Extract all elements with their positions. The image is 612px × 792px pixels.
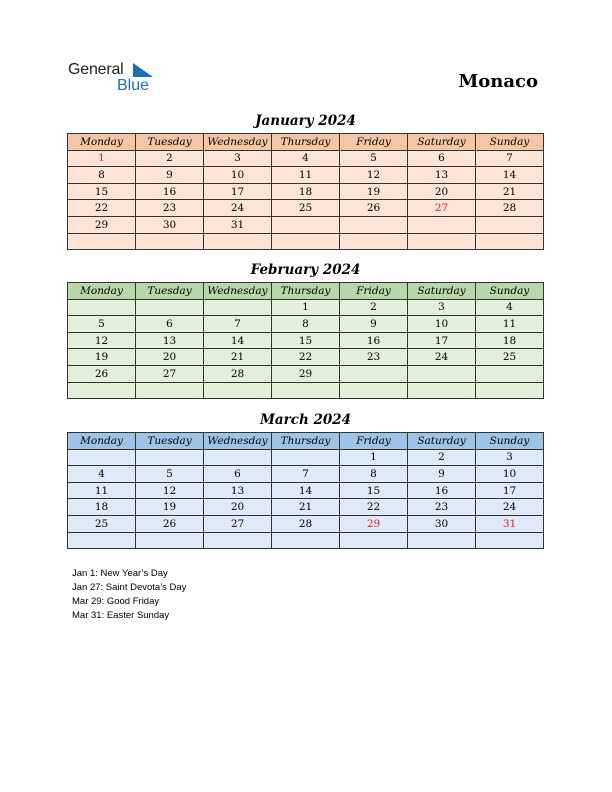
day-cell: 17 [476,482,544,499]
day-cell: 11 [476,316,544,333]
calendar-march [67,432,544,549]
day-cell: 27 [408,200,476,217]
weekday-header: Monday [68,433,136,450]
day-cell: 25 [272,200,340,217]
weekday-header: Saturday [408,134,476,151]
day-cell [272,216,340,233]
day-cell: 16 [408,482,476,499]
week-row [68,183,544,200]
day-cell: 19 [340,183,408,200]
day-cell [340,216,408,233]
day-cell: 24 [476,499,544,516]
holiday-item: Jan 27: Saint Devota’s Day [72,582,187,593]
day-cell: 11 [68,482,136,499]
day-cell [204,382,272,399]
day-cell: 2 [340,299,408,316]
logo [68,61,168,97]
weekday-header-row [68,134,544,151]
day-cell: 4 [476,299,544,316]
day-cell: 11 [272,167,340,184]
day-cell: 10 [408,316,476,333]
week-row [68,365,544,382]
day-cell: 1 [272,299,340,316]
weekday-header-row [68,433,544,450]
week-row [68,382,544,399]
day-cell: 16 [340,332,408,349]
day-cell [408,532,476,549]
day-cell: 29 [272,365,340,382]
day-cell: 20 [204,499,272,516]
day-cell [272,449,340,466]
weekday-header: Sunday [476,283,544,300]
day-cell: 15 [272,332,340,349]
day-cell [272,382,340,399]
day-cell: 10 [476,466,544,483]
day-cell: 18 [68,499,136,516]
day-cell [340,365,408,382]
weekday-header: Monday [68,134,136,151]
week-row [68,216,544,233]
weekday-header: Wednesday [204,283,272,300]
day-cell: 21 [272,499,340,516]
day-cell: 21 [204,349,272,366]
day-cell: 26 [136,515,204,532]
holiday-list [72,567,186,623]
logo-text-blue: Blue [117,77,150,94]
weekday-header: Saturday [408,433,476,450]
day-cell: 19 [68,349,136,366]
week-row [68,466,544,483]
weekday-header: Friday [340,283,408,300]
day-cell: 14 [272,482,340,499]
day-cell: 12 [340,167,408,184]
day-cell: 3 [408,299,476,316]
day-cell: 30 [408,515,476,532]
day-cell: 12 [136,482,204,499]
country-title: Monaco [458,71,538,92]
day-cell: 14 [476,167,544,184]
day-cell: 28 [204,365,272,382]
week-row [68,349,544,366]
weekday-header: Friday [340,433,408,450]
weekday-header: Sunday [476,433,544,450]
day-cell: 22 [68,200,136,217]
day-cell: 18 [476,332,544,349]
day-cell: 13 [204,482,272,499]
day-cell: 15 [68,183,136,200]
day-cell: 9 [136,167,204,184]
day-cell [68,233,136,250]
week-row [68,332,544,349]
day-cell: 2 [408,449,476,466]
day-cell [476,365,544,382]
day-cell [408,365,476,382]
day-cell: 3 [476,449,544,466]
month-title-march: March 2024 [259,412,352,428]
weekday-header: Tuesday [136,283,204,300]
day-cell [136,299,204,316]
month-title-january: January 2024 [255,113,356,129]
day-cell: 25 [68,515,136,532]
weekday-header: Friday [340,134,408,151]
calendar-february [67,282,544,399]
week-row [68,482,544,499]
day-cell: 15 [340,482,408,499]
day-cell: 13 [136,332,204,349]
weekday-header: Tuesday [136,134,204,151]
day-cell: 22 [272,349,340,366]
logo-text-general: General [68,61,124,78]
week-row [68,532,544,549]
day-cell [408,233,476,250]
weekday-header: Thursday [272,283,340,300]
day-cell: 6 [136,316,204,333]
day-cell: 29 [68,216,136,233]
day-cell [476,216,544,233]
holiday-item: Mar 29: Good Friday [72,596,160,607]
weekday-header-row [68,283,544,300]
week-row [68,299,544,316]
day-cell: 1 [340,449,408,466]
day-cell [68,299,136,316]
day-cell: 8 [340,466,408,483]
day-cell [272,532,340,549]
day-cell [476,532,544,549]
day-cell: 17 [204,183,272,200]
day-cell [204,449,272,466]
week-row [68,233,544,250]
day-cell: 29 [340,515,408,532]
day-cell [340,382,408,399]
day-cell: 18 [272,183,340,200]
day-cell [476,382,544,399]
day-cell: 26 [340,200,408,217]
day-cell [136,449,204,466]
weekday-header: Saturday [408,283,476,300]
day-cell: 5 [68,316,136,333]
day-cell [68,532,136,549]
day-cell: 23 [136,200,204,217]
weekday-header: Sunday [476,134,544,151]
day-cell: 14 [204,332,272,349]
day-cell: 6 [204,466,272,483]
day-cell: 7 [204,316,272,333]
day-cell: 16 [136,183,204,200]
day-cell: 24 [408,349,476,366]
day-cell: 30 [136,216,204,233]
day-cell: 12 [68,332,136,349]
day-cell [68,382,136,399]
day-cell: 23 [340,349,408,366]
day-cell: 9 [408,466,476,483]
day-cell [408,382,476,399]
day-cell: 13 [408,167,476,184]
day-cell [476,233,544,250]
day-cell [204,233,272,250]
day-cell: 27 [136,365,204,382]
day-cell: 26 [68,365,136,382]
week-row [68,499,544,516]
day-cell: 7 [272,466,340,483]
month-title-february: February 2024 [250,262,361,278]
day-cell: 4 [68,466,136,483]
holiday-item: Mar 31: Easter Sunday [72,610,170,621]
day-cell: 23 [408,499,476,516]
day-cell: 17 [408,332,476,349]
day-cell: 27 [204,515,272,532]
logo-triangle-icon [133,63,153,77]
weekday-header: Wednesday [204,433,272,450]
weekday-header: Wednesday [204,134,272,151]
day-cell: 22 [340,499,408,516]
day-cell: 3 [204,150,272,167]
day-cell [408,216,476,233]
day-cell [204,532,272,549]
weekday-header: Thursday [272,433,340,450]
day-cell: 9 [340,316,408,333]
day-cell [340,532,408,549]
day-cell: 24 [204,200,272,217]
day-cell: 1 [68,150,136,167]
day-cell: 5 [340,150,408,167]
day-cell [340,233,408,250]
day-cell: 20 [136,349,204,366]
day-cell: 31 [476,515,544,532]
weekday-header: Tuesday [136,433,204,450]
week-row [68,449,544,466]
day-cell: 2 [136,150,204,167]
day-cell: 10 [204,167,272,184]
day-cell [136,233,204,250]
day-cell [204,299,272,316]
week-row [68,316,544,333]
day-cell [272,233,340,250]
day-cell [68,449,136,466]
day-cell: 31 [204,216,272,233]
day-cell [136,532,204,549]
holiday-item: Jan 1: New Year’s Day [72,568,168,579]
week-row [68,167,544,184]
day-cell: 28 [272,515,340,532]
week-row [68,200,544,217]
day-cell: 21 [476,183,544,200]
day-cell [136,382,204,399]
day-cell: 6 [408,150,476,167]
day-cell: 25 [476,349,544,366]
day-cell: 5 [136,466,204,483]
day-cell: 4 [272,150,340,167]
week-row [68,150,544,167]
week-row [68,515,544,532]
calendar-january [67,133,544,250]
weekday-header: Monday [68,283,136,300]
day-cell: 20 [408,183,476,200]
day-cell: 28 [476,200,544,217]
day-cell: 19 [136,499,204,516]
day-cell: 8 [68,167,136,184]
weekday-header: Thursday [272,134,340,151]
day-cell: 8 [272,316,340,333]
day-cell: 7 [476,150,544,167]
